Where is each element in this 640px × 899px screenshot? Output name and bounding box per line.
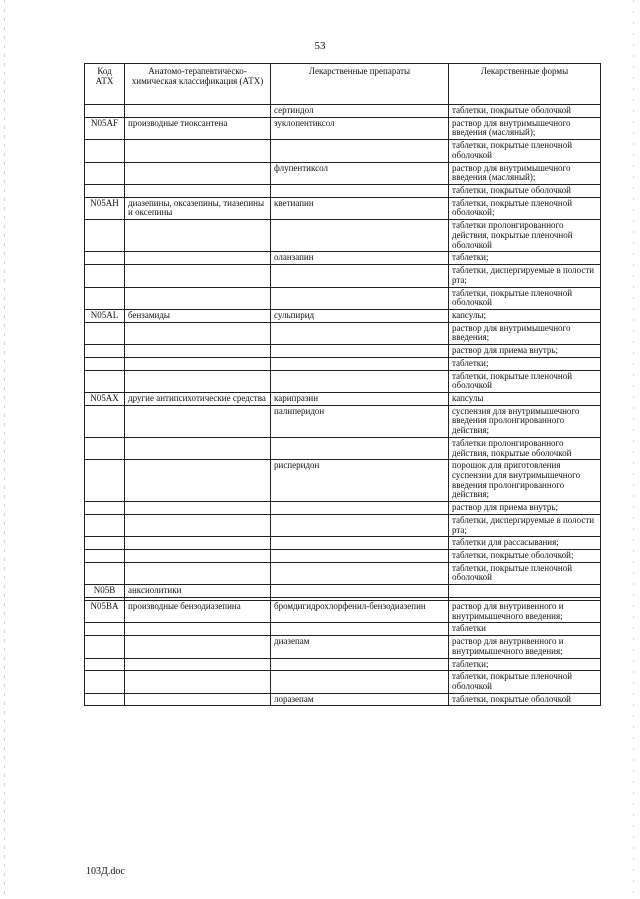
cell-form: раствор для приема внутрь; xyxy=(449,345,601,358)
cell-drug xyxy=(271,585,449,598)
cell-code xyxy=(85,562,125,584)
cell-form: таблетки, покрытые оболочкой xyxy=(449,693,601,706)
cell-classification xyxy=(125,162,271,184)
cell-code xyxy=(85,623,125,636)
table-row xyxy=(85,537,601,550)
cell-classification xyxy=(125,357,271,370)
cell-form: таблетки; xyxy=(449,658,601,671)
cell-classification xyxy=(125,671,271,693)
cell-drug: бромдигидрохлорфенил-бензодиазепин xyxy=(271,600,449,622)
cell-drug xyxy=(271,562,449,584)
cell-form: капсулы xyxy=(449,392,601,405)
cell-classification xyxy=(125,370,271,392)
cell-form: таблетки, диспергируемые в полости рта; xyxy=(449,265,601,287)
header-code: Код АТХ xyxy=(85,64,125,105)
table-row xyxy=(85,562,601,584)
cell-code xyxy=(85,357,125,370)
table-row xyxy=(85,322,601,344)
cell-classification: производные тиоксантена xyxy=(125,117,271,139)
table-row xyxy=(85,370,601,392)
cell-form: порошок для приготовления суспензии для внутримышечного введения пролонгированного действия; xyxy=(449,460,601,502)
cell-drug xyxy=(271,550,449,563)
cell-code: N05BA xyxy=(85,600,125,622)
cell-classification xyxy=(125,562,271,584)
cell-form: таблетки для рассасывания; xyxy=(449,537,601,550)
table-row xyxy=(85,265,601,287)
cell-drug xyxy=(271,220,449,252)
table-row xyxy=(85,585,601,598)
table-body xyxy=(85,105,601,706)
cell-drug xyxy=(271,514,449,536)
footer-filename: 103Д.doc xyxy=(86,866,125,877)
cell-form: таблетки пролонгированного действия, покрытые оболочкой xyxy=(449,437,601,459)
cell-code xyxy=(85,437,125,459)
table-row xyxy=(85,185,601,198)
cell-form: раствор для приема внутрь; xyxy=(449,502,601,515)
cell-form: таблетки; xyxy=(449,357,601,370)
cell-form: таблетки пролонгированного действия, покрытые пленочной оболочкой xyxy=(449,220,601,252)
table-row xyxy=(85,437,601,459)
table-row xyxy=(85,460,601,502)
cell-drug: диазепам xyxy=(271,636,449,658)
table-row xyxy=(85,252,601,265)
cell-drug: лоразепам xyxy=(271,693,449,706)
table-row xyxy=(85,105,601,118)
table-row xyxy=(85,287,601,309)
cell-code xyxy=(85,252,125,265)
cell-drug xyxy=(271,140,449,162)
cell-code: N05AH xyxy=(85,197,125,219)
cell-form: таблетки; xyxy=(449,252,601,265)
table-row xyxy=(85,162,601,184)
table-row xyxy=(85,693,601,706)
table-row xyxy=(85,392,601,405)
cell-classification xyxy=(125,693,271,706)
cell-drug: флупентиксол xyxy=(271,162,449,184)
cell-form: раствор для внутримышечного введения (масляный); xyxy=(449,117,601,139)
table-row xyxy=(85,405,601,437)
cell-classification xyxy=(125,502,271,515)
cell-classification xyxy=(125,537,271,550)
cell-code xyxy=(85,140,125,162)
cell-classification xyxy=(125,140,271,162)
cell-code xyxy=(85,105,125,118)
table-row xyxy=(85,502,601,515)
cell-form: таблетки, покрытые пленочной оболочкой xyxy=(449,370,601,392)
cell-form: раствор для внутримышечного введения; xyxy=(449,322,601,344)
cell-code xyxy=(85,502,125,515)
cell-code xyxy=(85,550,125,563)
cell-classification xyxy=(125,322,271,344)
cell-drug: палиперидон xyxy=(271,405,449,437)
header-forms: Лекарственные формы xyxy=(449,64,601,105)
cell-classification: бензамиды xyxy=(125,309,271,322)
cell-code xyxy=(85,345,125,358)
cell-classification xyxy=(125,345,271,358)
cell-form: таблетки, покрытые пленочной оболочкой; xyxy=(449,197,601,219)
cell-form: таблетки xyxy=(449,623,601,636)
table-row xyxy=(85,550,601,563)
cell-code: N05B xyxy=(85,585,125,598)
cell-classification xyxy=(125,550,271,563)
cell-code xyxy=(85,405,125,437)
cell-drug xyxy=(271,437,449,459)
table-row xyxy=(85,636,601,658)
table-row xyxy=(85,600,601,622)
cell-drug xyxy=(271,322,449,344)
cell-form: таблетки, покрытые оболочкой; xyxy=(449,550,601,563)
cell-classification xyxy=(125,287,271,309)
cell-drug: сульпирид xyxy=(271,309,449,322)
cell-code xyxy=(85,460,125,502)
cell-drug xyxy=(271,345,449,358)
cell-classification xyxy=(125,405,271,437)
cell-classification xyxy=(125,220,271,252)
cell-form: таблетки, покрытые пленочной оболочкой xyxy=(449,671,601,693)
header-drugs: Лекарственные препараты xyxy=(271,64,449,105)
cell-classification xyxy=(125,105,271,118)
cell-form: раствор для внутримышечного введения (масляный); xyxy=(449,162,601,184)
cell-drug xyxy=(271,623,449,636)
cell-code: N05AF xyxy=(85,117,125,139)
cell-drug: оланзапин xyxy=(271,252,449,265)
cell-drug xyxy=(271,370,449,392)
table-row xyxy=(85,309,601,322)
page-number: 53 xyxy=(314,40,326,52)
table-header xyxy=(85,64,601,105)
header-row xyxy=(85,64,601,105)
cell-drug: рисперидон xyxy=(271,460,449,502)
cell-form: раствор для внутривенного и внутримышечного введения; xyxy=(449,600,601,622)
cell-code xyxy=(85,287,125,309)
cell-drug: сертиндол xyxy=(271,105,449,118)
cell-form: таблетки, покрытые оболочкой xyxy=(449,185,601,198)
cell-code: N05AL xyxy=(85,309,125,322)
cell-code xyxy=(85,162,125,184)
table-row xyxy=(85,197,601,219)
cell-drug xyxy=(271,287,449,309)
cell-classification xyxy=(125,460,271,502)
cell-code xyxy=(85,370,125,392)
cell-classification xyxy=(125,185,271,198)
cell-form: таблетки, покрытые пленочной оболочкой xyxy=(449,140,601,162)
table-row xyxy=(85,345,601,358)
cell-drug xyxy=(271,357,449,370)
scan-edge-left xyxy=(4,0,5,899)
cell-drug xyxy=(271,671,449,693)
table-row xyxy=(85,220,601,252)
cell-classification: производные бензодиазепина xyxy=(125,600,271,622)
cell-classification: диазепины, оксазепины, тиазепины и оксепины xyxy=(125,197,271,219)
cell-code xyxy=(85,636,125,658)
table-row xyxy=(85,117,601,139)
cell-code xyxy=(85,265,125,287)
table-row xyxy=(85,623,601,636)
table-row xyxy=(85,140,601,162)
cell-classification xyxy=(125,636,271,658)
table-row xyxy=(85,357,601,370)
cell-classification xyxy=(125,658,271,671)
cell-code xyxy=(85,514,125,536)
cell-form: таблетки, покрытые оболочкой xyxy=(449,105,601,118)
cell-drug xyxy=(271,265,449,287)
cell-code xyxy=(85,322,125,344)
atx-table xyxy=(84,63,601,706)
cell-classification xyxy=(125,623,271,636)
cell-form xyxy=(449,585,601,598)
cell-classification xyxy=(125,514,271,536)
cell-classification xyxy=(125,265,271,287)
cell-classification xyxy=(125,437,271,459)
cell-code xyxy=(85,671,125,693)
cell-form: таблетки, покрытые пленочной оболочкой xyxy=(449,287,601,309)
cell-code xyxy=(85,185,125,198)
cell-drug: карипразин xyxy=(271,392,449,405)
header-classification: Анатомо-терапевтическо-химическая классификация (АТХ) xyxy=(125,64,271,105)
cell-drug: зуклопентиксол xyxy=(271,117,449,139)
cell-drug xyxy=(271,658,449,671)
cell-form: таблетки, диспергируемые в полости рта; xyxy=(449,514,601,536)
scan-edge-right xyxy=(633,0,634,899)
cell-classification: другие антипсихотические средства xyxy=(125,392,271,405)
cell-classification: анксиолитики xyxy=(125,585,271,598)
cell-form: суспензия для внутримышечного введения пролонгированного действия; xyxy=(449,405,601,437)
cell-code xyxy=(85,537,125,550)
cell-code xyxy=(85,693,125,706)
cell-code: N05AX xyxy=(85,392,125,405)
cell-form: раствор для внутривенного и внутримышечного введения; xyxy=(449,636,601,658)
table-row xyxy=(85,514,601,536)
cell-code xyxy=(85,220,125,252)
table-row xyxy=(85,658,601,671)
cell-code xyxy=(85,658,125,671)
cell-form: таблетки, покрытые пленочной оболочкой xyxy=(449,562,601,584)
table-row xyxy=(85,671,601,693)
cell-form: капсулы; xyxy=(449,309,601,322)
cell-drug xyxy=(271,185,449,198)
cell-classification xyxy=(125,252,271,265)
cell-drug xyxy=(271,537,449,550)
cell-drug xyxy=(271,502,449,515)
cell-drug: кветиапин xyxy=(271,197,449,219)
